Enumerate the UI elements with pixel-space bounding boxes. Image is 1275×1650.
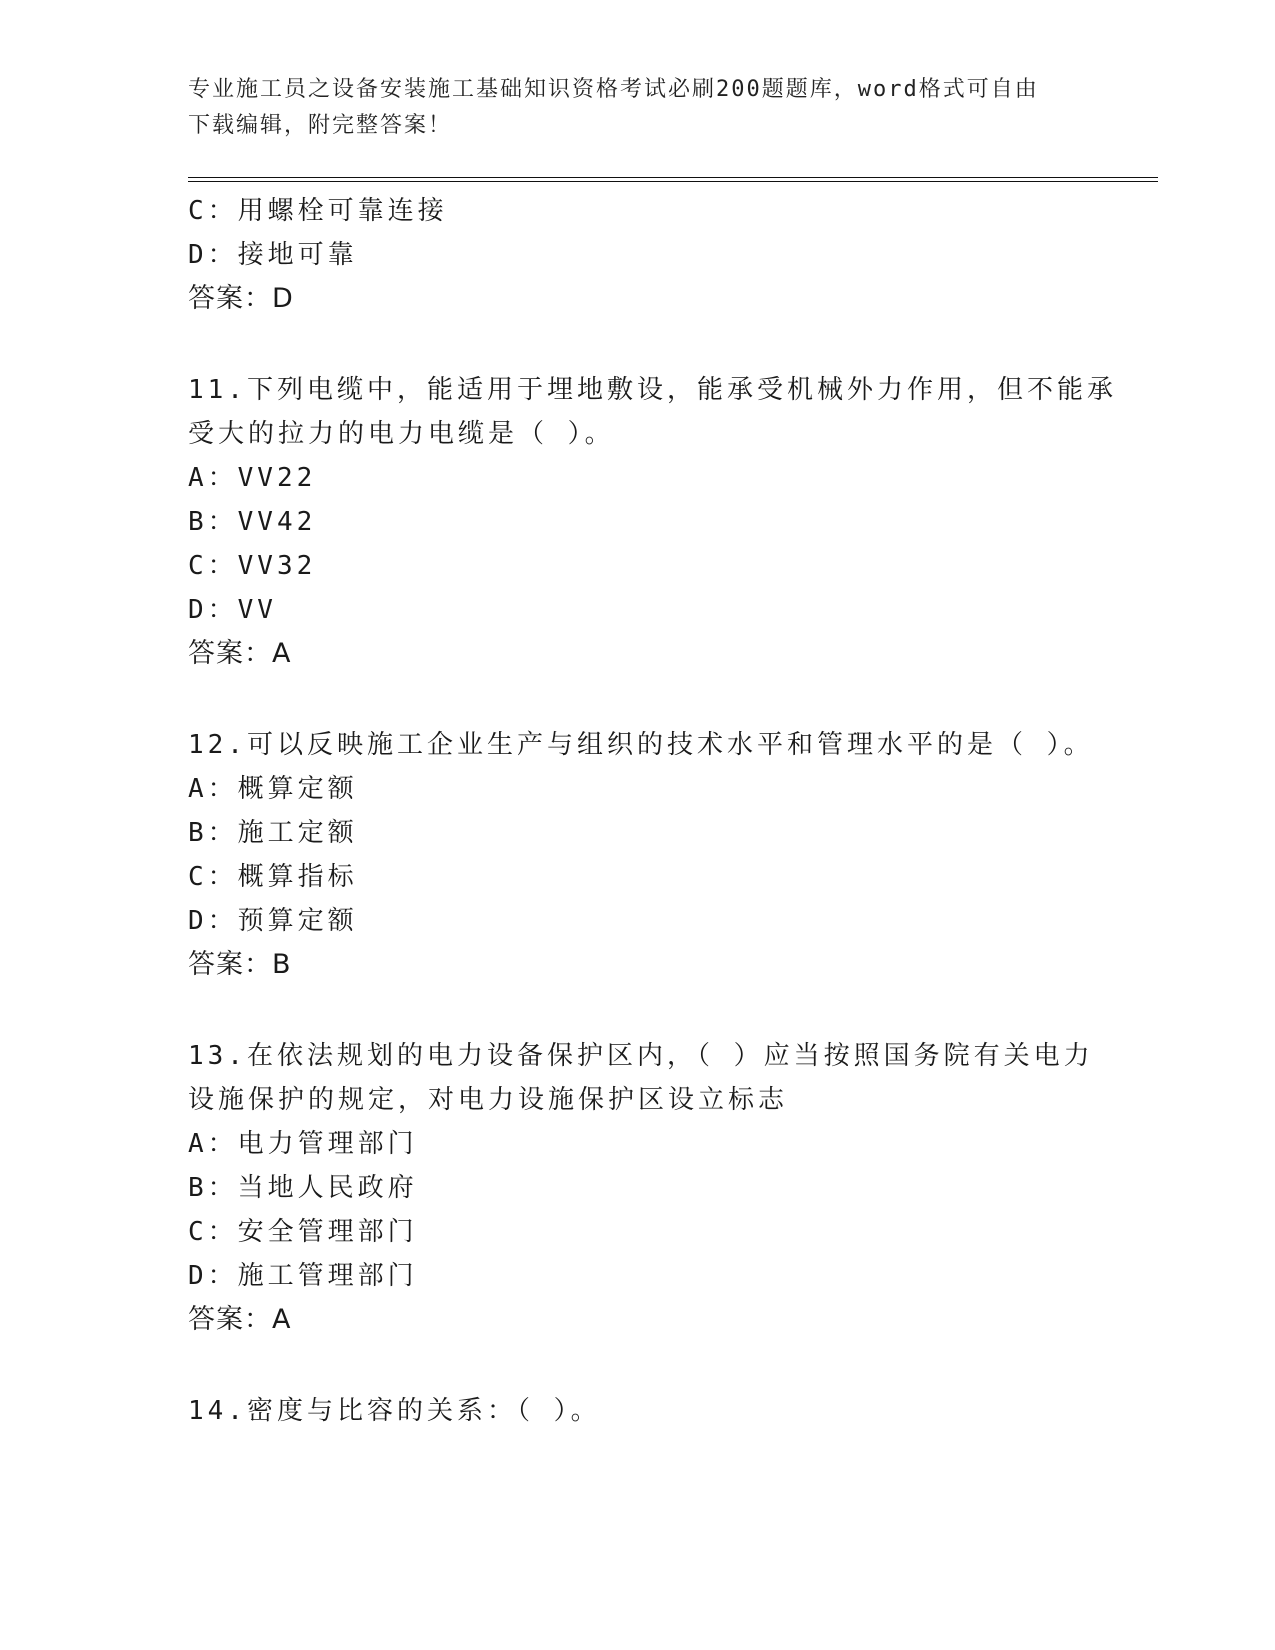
q13-option-c: C：安全管理部门 (188, 1217, 418, 1247)
q11-option-c: C：VV32 (188, 551, 317, 581)
q12-answer: 答案：B (188, 949, 292, 980)
header-title-line2: 下载编辑，附完整答案！ (188, 113, 453, 138)
q10-option-d: D：接地可靠 (188, 240, 358, 270)
q13-option-d: D：施工管理部门 (188, 1261, 418, 1291)
q11-option-d: D：VV (188, 595, 277, 625)
q11-option-b: B：VV42 (188, 507, 317, 537)
header-divider (188, 177, 1158, 182)
q13-stem-line1: 13.在依法规划的电力设备保护区内，（ ）应当按照国务院有关电力 (188, 1041, 1094, 1071)
q11-answer: 答案：A (188, 638, 292, 669)
q12-option-b: B：施工定额 (188, 818, 358, 848)
q13-option-a: A：电力管理部门 (188, 1129, 418, 1159)
document-header (188, 72, 1088, 144)
q13-stem-line2: 设施保护的规定，对电力设施保护区设立标志 (188, 1085, 789, 1115)
q12-stem-line1: 12.可以反映施工企业生产与组织的技术水平和管理水平的是（ ）。 (188, 730, 1094, 760)
q14-stem-line1: 14.密度与比容的关系：（ ）。 (188, 1396, 601, 1426)
q10-answer: 答案：D (188, 283, 294, 314)
q12-option-c: C：概算指标 (188, 862, 358, 892)
q11-stem-line2: 受大的拉力的电力电缆是（ ）。 (188, 419, 615, 449)
header-title-line1: 专业施工员之设备安装施工基础知识资格考试必刷200题题库，word格式可自由 (188, 77, 1039, 102)
q13-answer: 答案：A (188, 1304, 292, 1335)
q10-option-c: C：用螺栓可靠连接 (188, 196, 448, 226)
q12-option-a: A：概算定额 (188, 774, 358, 804)
q12-option-d: D：预算定额 (188, 906, 358, 936)
q11-stem-line1: 11.下列电缆中，能适用于埋地敷设，能承受机械外力作用，但不能承 (188, 375, 1117, 405)
q11-option-a: A：VV22 (188, 463, 317, 493)
q13-option-b: B：当地人民政府 (188, 1173, 418, 1203)
